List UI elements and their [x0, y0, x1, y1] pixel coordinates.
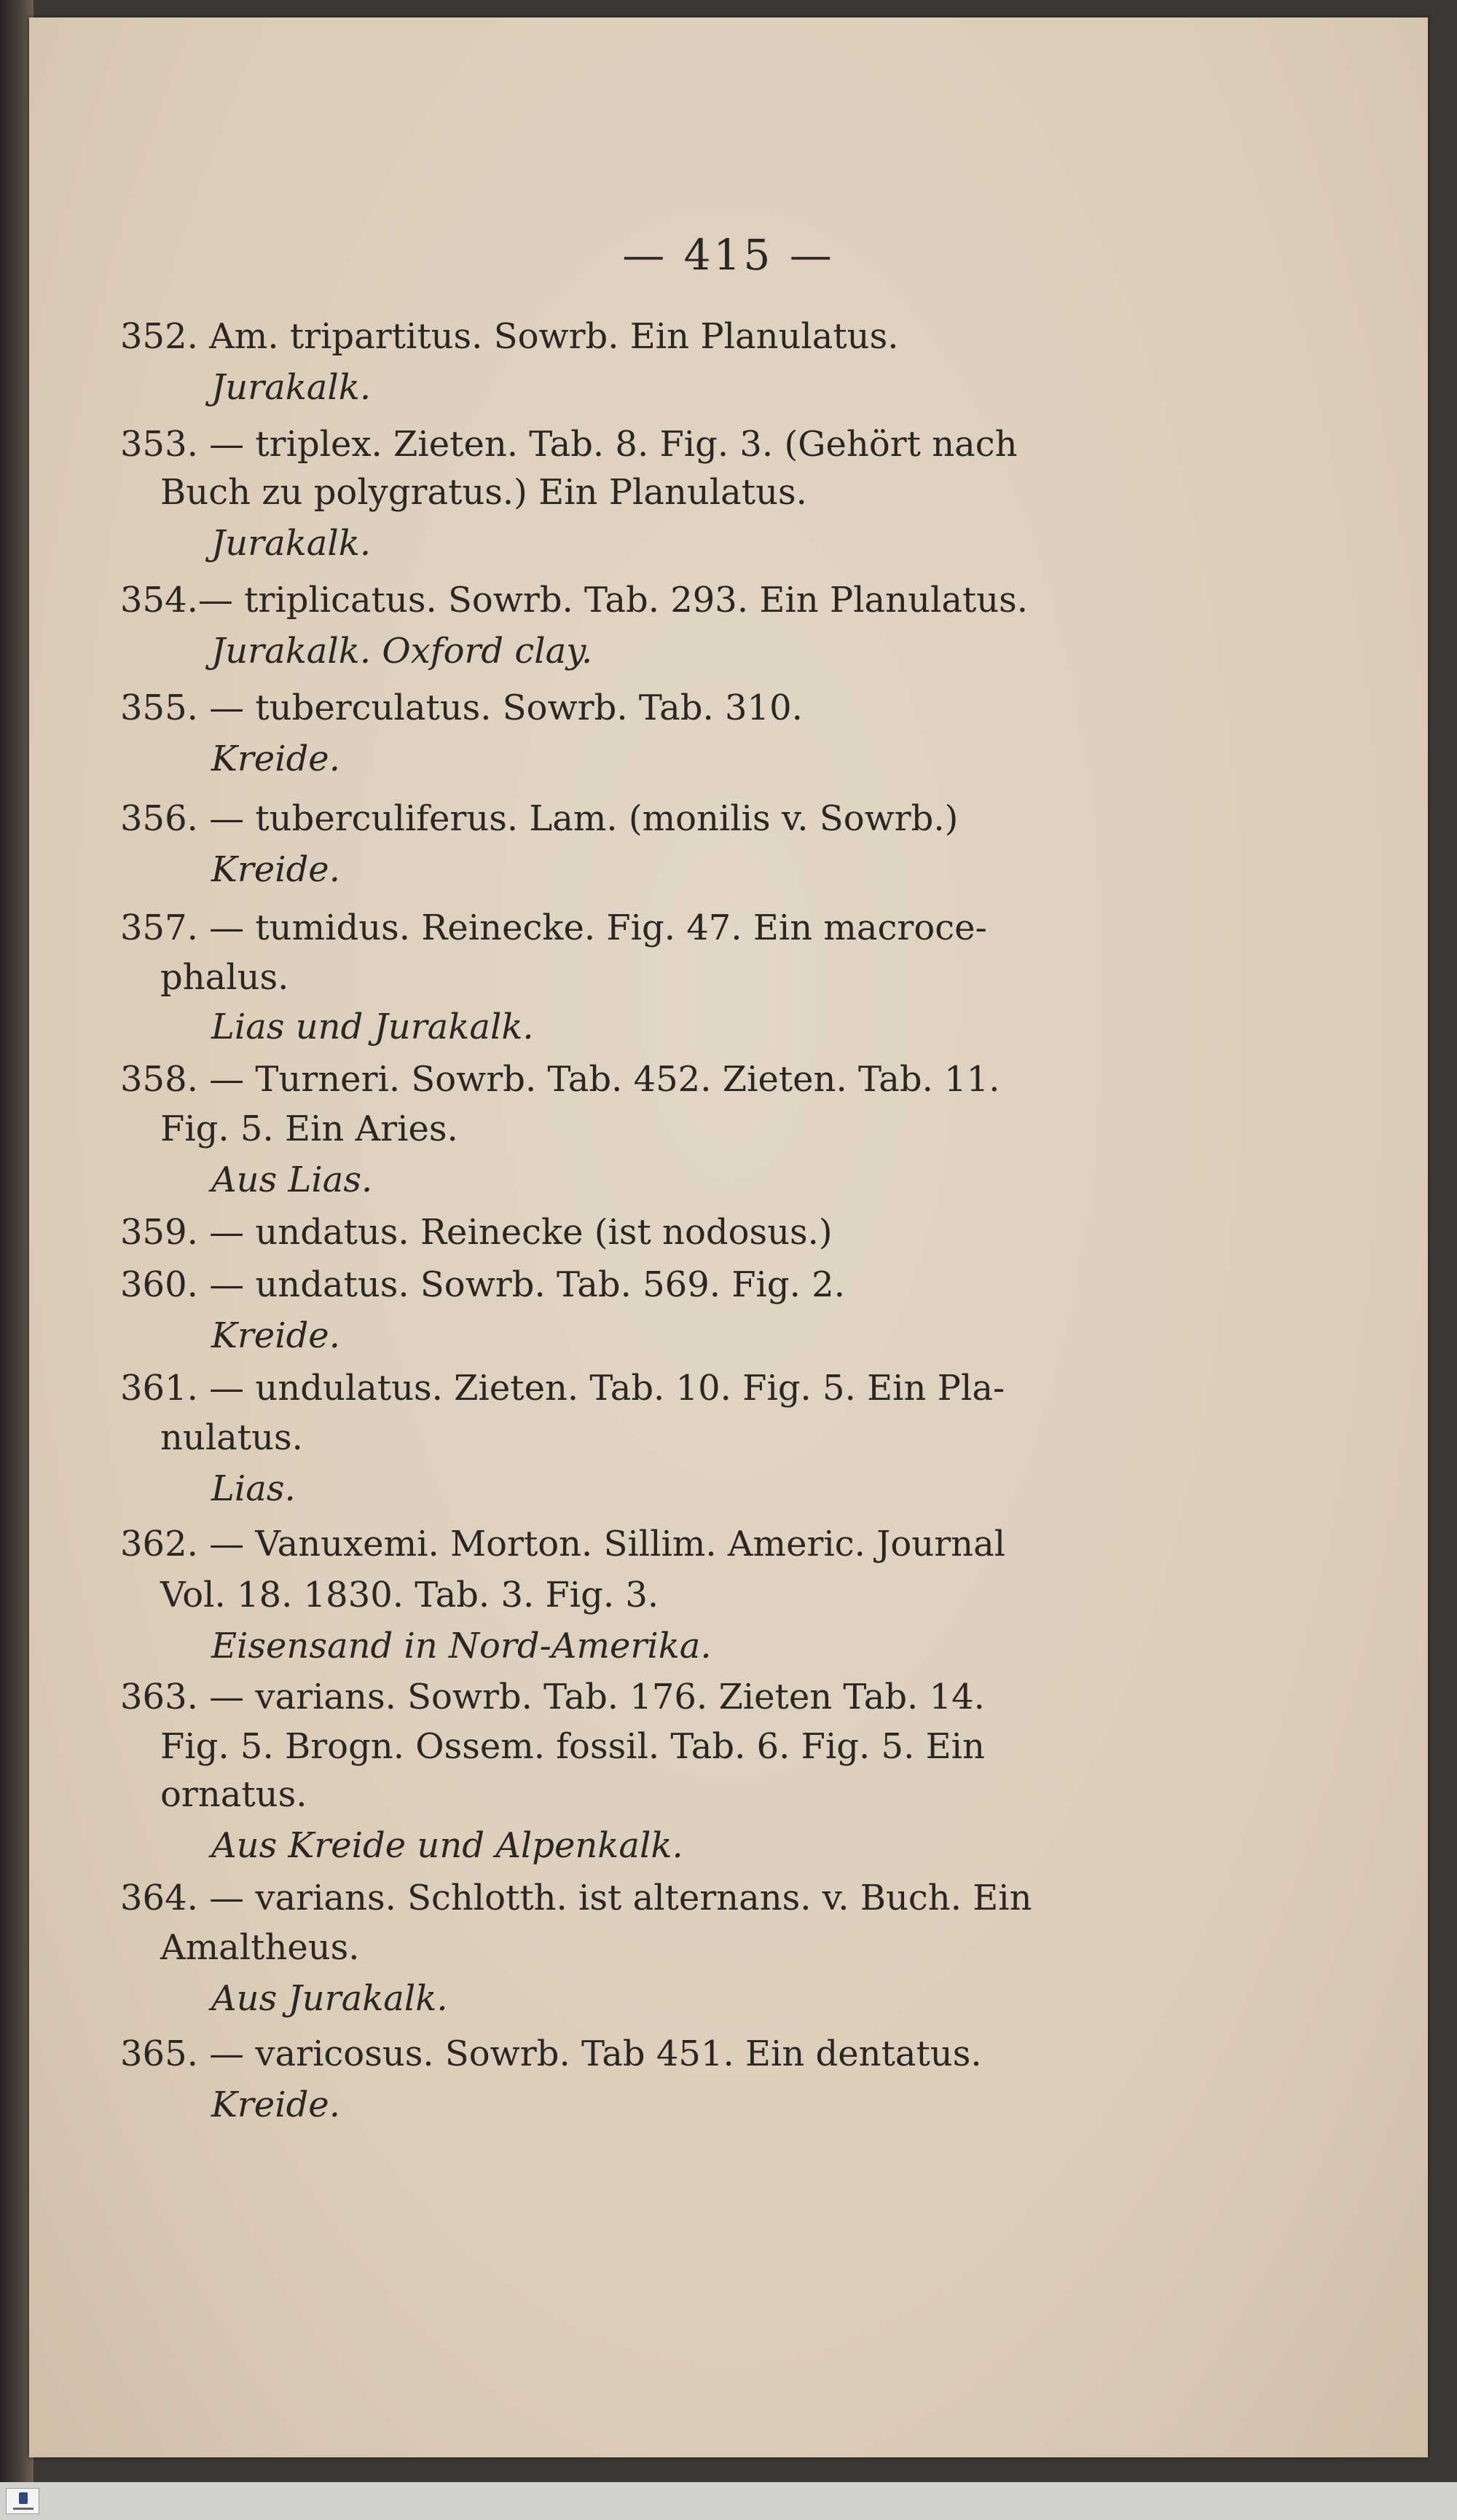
entry-line: phalus. [160, 957, 289, 998]
page-number-header: — 415 — [622, 230, 835, 280]
entry-location: Kreide. [211, 739, 340, 779]
entry-line: 361. — undulatus. Zieten. Tab. 10. Fig. 5. Ein Pla- [120, 1368, 1005, 1409]
entry-line: 352. Am. tripartitus. Sowrb. Ein Planulatus. [120, 316, 899, 357]
viewer-footer-bar [0, 2482, 1457, 2520]
entry-line: 359. — undatus. Reinecke (ist nodosus.) [120, 1212, 833, 1253]
entry-line: 357. — tumidus. Reinecke. Fig. 47. Ein macroce- [120, 907, 987, 948]
entry-location: Jurakalk. [211, 523, 372, 564]
entry-line: Amaltheus. [160, 1927, 360, 1968]
entry-location: Kreide. [211, 849, 340, 890]
entry-line: Fig. 5. Ein Aries. [160, 1109, 458, 1149]
entry-line: Vol. 18. 1830. Tab. 3. Fig. 3. [160, 1575, 659, 1615]
entry-location: Lias. [211, 1468, 296, 1509]
library-logo-icon[interactable] [6, 2488, 39, 2514]
entry-line: ornatus. [160, 1774, 307, 1815]
entry-line: 360. — undatus. Sowrb. Tab. 569. Fig. 2. [120, 1264, 845, 1305]
entry-line: 358. — Turneri. Sowrb. Tab. 452. Zieten. Tab. 11. [120, 1059, 1000, 1100]
entry-location: Kreide. [211, 1315, 340, 1356]
entry-location: Lias und Jurakalk. [211, 1007, 534, 1047]
entry-line: 364. — varians. Schlotth. ist alternans. v. Buch. Ein [120, 1878, 1032, 1918]
entry-line: Fig. 5. Brogn. Ossem. fossil. Tab. 6. Fig. 5. Ein [160, 1726, 985, 1767]
book-page [29, 17, 1428, 2457]
entry-line: 362. — Vanuxemi. Morton. Sillim. Americ. Journal [120, 1524, 1006, 1564]
entry-line: 356. — tuberculiferus. Lam. (monilis v. Sowrb.) [120, 798, 959, 839]
entry-location: Jurakalk. [211, 367, 372, 408]
entry-line: Buch zu polygratus.) Ein Planulatus. [160, 472, 807, 513]
entry-location: Kreide. [211, 2084, 340, 2125]
entry-line: nulatus. [160, 1417, 303, 1458]
entry-line: 355. — tuberculatus. Sowrb. Tab. 310. [120, 688, 803, 728]
entry-line: 363. — varians. Sowrb. Tab. 176. Zieten Tab. 14. [120, 1677, 985, 1717]
entry-line: 365. — varicosus. Sowrb. Tab 451. Ein dentatus. [120, 2033, 982, 2074]
entry-location: Eisensand in Nord-Amerika. [211, 1626, 712, 1666]
entry-location: Aus Kreide und Alpenkalk. [211, 1825, 683, 1866]
entry-location: Aus Lias. [211, 1159, 373, 1200]
entry-line: 353. — triplex. Zieten. Tab. 8. Fig. 3. (Gehört nach [120, 424, 1018, 465]
entry-location: Aus Jurakalk. [211, 1978, 448, 2019]
entry-line: 354.— triplicatus. Sowrb. Tab. 293. Ein Planulatus. [120, 580, 1029, 621]
entry-location: Jurakalk. Oxford clay. [211, 631, 593, 672]
